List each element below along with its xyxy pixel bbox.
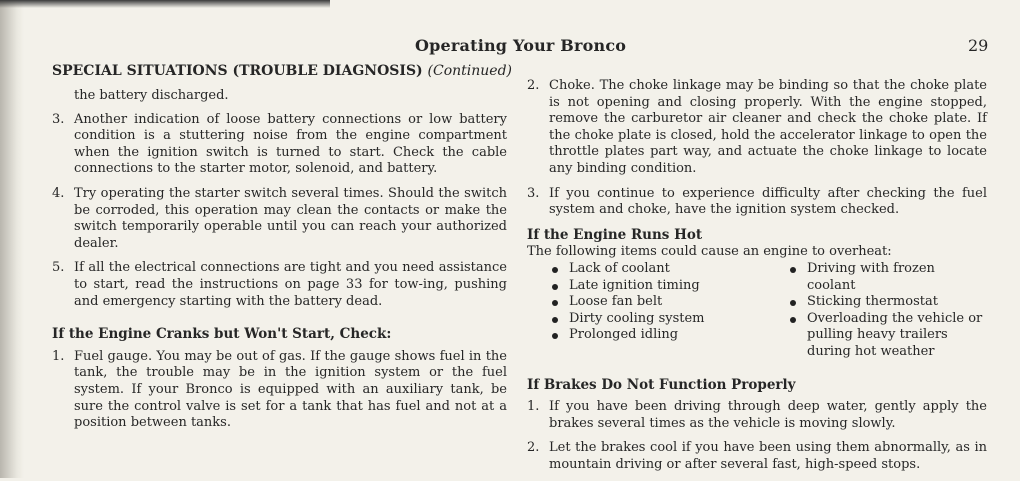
- item-text: Let the brakes cool if you have been using them abnormally, as in mountain driving or after several fast, high-speed stops.: [549, 440, 987, 472]
- bullet-item: Driving with frozen coolant: [787, 261, 987, 294]
- bullet-item: Overloading the vehicle or pulling heavy trailers during hot weather: [787, 311, 987, 361]
- item-number: 5.: [52, 260, 65, 276]
- list-item: [527, 78, 987, 178]
- bullet-list-left: [527, 261, 787, 361]
- item-text: If all the electrical connections are tight and you need assistance to start, read the instructions on page 33 for tow-ing, pushing and emergency starting with the battery dead.: [74, 260, 507, 309]
- bullet-item: Dirty cooling system: [549, 311, 787, 328]
- item-text: Fuel gauge. You may be out of gas. If the gauge shows fuel in the tank, the trouble may be in the ignition system or the fuel system. If your Bronco is equipped with an auxiliary tank, be sure the control valve is set for a tank that has fuel and not at a position between tanks.: [74, 348, 507, 431]
- bullet-item: Sticking thermostat: [787, 294, 987, 311]
- left-column: [52, 88, 507, 440]
- item-number: 1.: [52, 348, 65, 364]
- engine-hot-intro: The following items could cause an engine to overheat:: [527, 244, 892, 260]
- item-number: 3.: [52, 111, 65, 127]
- subsection-heading-cranks: If the Engine Cranks but Won't Start, Check:: [52, 326, 392, 343]
- bullet-item: Loose fan belt: [549, 294, 787, 311]
- lead-text: the battery discharged.: [74, 88, 229, 103]
- subsection-heading-brakes: If Brakes Do Not Function Properly: [527, 376, 796, 393]
- list-item: [527, 440, 987, 473]
- running-title: Operating Your Bronco: [415, 36, 627, 55]
- bullet-list-right: [787, 261, 987, 361]
- item-text: If you have been driving through deep water, gently apply the brakes several times as the vehicle is moving slowly.: [549, 399, 987, 431]
- list-item: [527, 186, 987, 219]
- page-top-shadow: [0, 0, 330, 8]
- item-number: 3.: [527, 185, 540, 201]
- bullet-item: Late ignition timing: [549, 278, 787, 295]
- list-item: [52, 112, 507, 178]
- item-text: Try operating the starter switch several times. Should the switch be corroded, this operation may clean the contacts or make the switch temporarily operable until you can reach your authorized dealer.: [74, 185, 507, 251]
- overheat-causes-list: [527, 261, 987, 361]
- list-item: [52, 349, 507, 432]
- list-item: [527, 399, 987, 432]
- section-heading: [52, 63, 512, 79]
- section-continued: (Continued): [427, 63, 513, 79]
- right-column: [527, 78, 987, 481]
- page-binding-shadow: [0, 0, 24, 478]
- item-text: If you continue to experience difficulty after checking the fuel system and choke, have the ignition system checked.: [549, 185, 987, 218]
- section-title: SPECIAL SITUATIONS (TROUBLE DIAGNOSIS): [52, 63, 423, 79]
- item-number: 1.: [527, 399, 540, 415]
- item-text: Another indication of loose battery connections or low battery condition is a stuttering noise from the engine compartment when the ignition switch is turned to start. Check the cable connections to the starter motor, solenoid, and battery.: [74, 111, 507, 177]
- item-number: 4.: [52, 185, 65, 201]
- bullet-item: Lack of coolant: [549, 261, 787, 278]
- page-number: 29: [968, 36, 989, 55]
- list-item: [52, 260, 507, 310]
- item-text: Choke. The choke linkage may be binding so that the choke plate is not opening and closing properly. With the engine stopped, remove the carburetor air cleaner and check the choke plate. If the choke plate is closed, hold the accelerator linkage to open the throttle plates part way, and actuate the choke linkage to locate any binding condition.: [549, 78, 987, 176]
- subsection-heading-engine-hot: If the Engine Runs Hot: [527, 226, 703, 243]
- bullet-item: Prolonged idling: [549, 327, 787, 344]
- list-item: [52, 186, 507, 252]
- item-number: 2.: [527, 78, 540, 93]
- item-number: 2.: [527, 440, 540, 456]
